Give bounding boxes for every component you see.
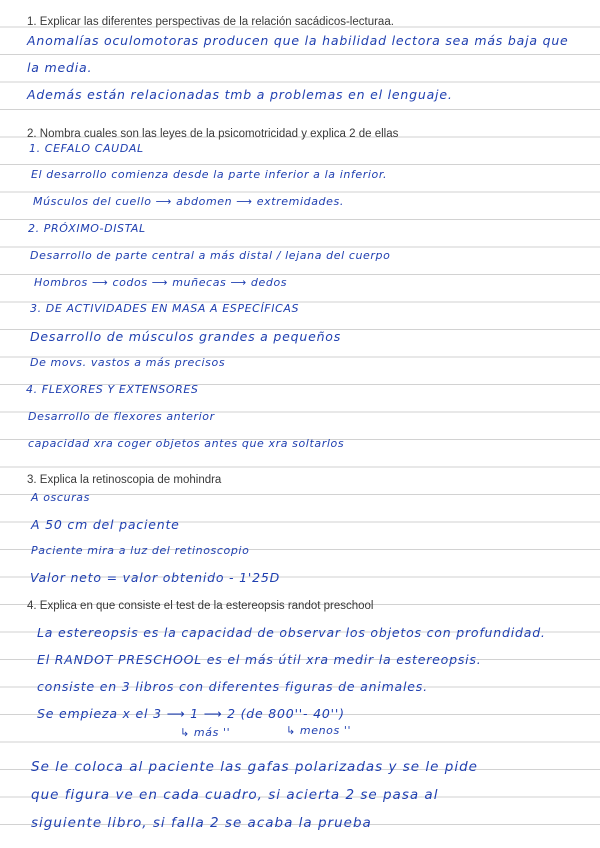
answer-2-line-3: Músculos del cuello ⟶ abdomen ⟶ extremidades. (33, 195, 344, 208)
answer-4-line-5: Se le coloca al paciente las gafas polarizadas y se le pide (31, 759, 478, 775)
answer-1-line-1: Anomalías oculomotoras producen que la habilidad lectora sea más baja que (27, 33, 569, 48)
question-4-title: 4. Explica en que consiste el test de la estereopsis randot preschool (27, 600, 374, 612)
answer-2-line-1: 1. CEFALO CAUDAL (29, 142, 144, 155)
answer-2-line-5: Desarrollo de parte central a más distal / lejana del cuerpo (30, 249, 391, 262)
answer-3-line-1: A oscuras (31, 491, 90, 504)
answer-4-note-mas: ↳ más '' (180, 726, 231, 739)
answer-2-line-9: De movs. vastos a más precisos (30, 356, 226, 369)
answer-1-line-3: Además están relacionadas tmb a problemas en el lenguaje. (27, 87, 453, 102)
answer-2-line-7: 3. DE ACTIVIDADES EN MASA A ESPECÍFICAS (30, 302, 300, 315)
answer-4-line-6: que figura ve en cada cuadro, si acierta 2 se pasa al (31, 787, 439, 803)
question-1-title: 1. Explicar las diferentes perspectivas de la relación sacádicos-lecturaa. (27, 16, 394, 28)
answer-2-line-12: capacidad xra coger objetos antes que xra soltarlos (28, 437, 345, 450)
answer-3-line-3: Paciente mira a luz del retinoscopio (31, 544, 250, 557)
answer-1-line-2: la media. (27, 60, 93, 75)
answer-4-line-4: Se empieza x el 3 ⟶ 1 ⟶ 2 (de 800''- 40'') (37, 706, 345, 721)
answer-2-line-10: 4. FLEXORES Y EXTENSORES (26, 383, 199, 396)
answer-3-line-2: A 50 cm del paciente (31, 517, 180, 532)
answer-4-note-menos: ↳ menos '' (286, 724, 352, 737)
answer-2-line-8: Desarrollo de músculos grandes a pequeños (30, 329, 342, 344)
question-2-title: 2. Nombra cuales son las leyes de la psicomotricidad y explica 2 de ellas (27, 128, 399, 140)
answer-2-line-2: El desarrollo comienza desde la parte inferior a la inferior. (31, 168, 388, 181)
answer-4-line-7: siguiente libro, si falla 2 se acaba la prueba (31, 815, 372, 831)
answer-2-line-11: Desarrollo de flexores anterior (28, 410, 215, 423)
answer-2-line-6: Hombros ⟶ codos ⟶ muñecas ⟶ dedos (34, 276, 288, 289)
answer-3-line-4: Valor neto = valor obtenido - 1'25D (30, 570, 281, 585)
answer-4-line-3: consiste en 3 libros con diferentes figuras de animales. (37, 679, 428, 694)
question-3-title: 3. Explica la retinoscopia de mohindra (27, 474, 222, 486)
answer-4-line-2: El RANDOT PRESCHOOL es el más útil xra medir la estereopsis. (37, 652, 482, 667)
answer-4-line-1: La estereopsis es la capacidad de observar los objetos con profundidad. (37, 625, 546, 640)
answer-2-line-4: 2. PRÓXIMO-DISTAL (28, 222, 146, 235)
